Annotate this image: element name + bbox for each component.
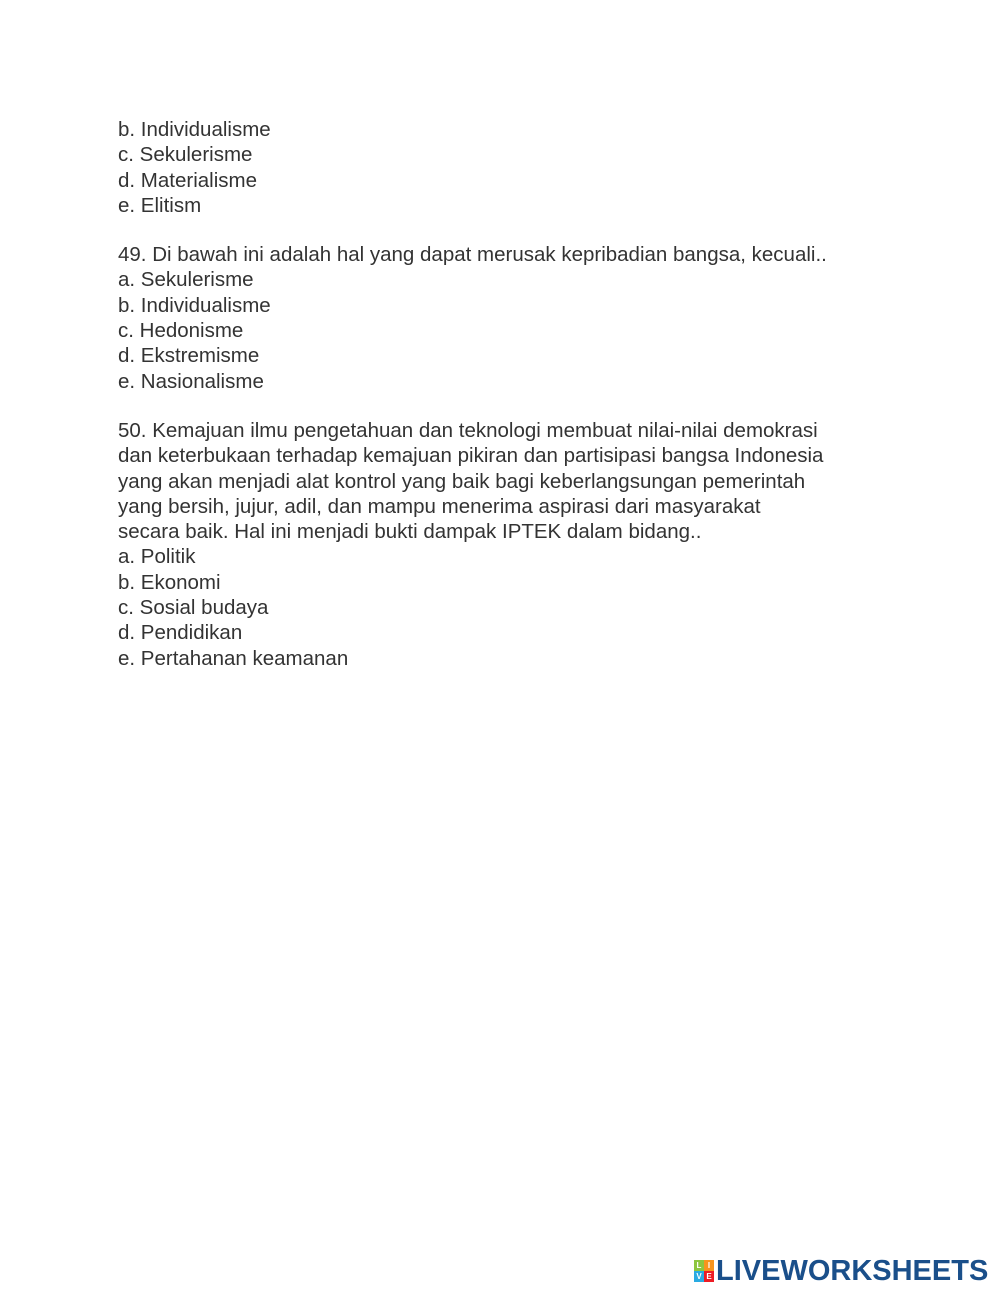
option-b: b. Ekonomi — [118, 570, 221, 594]
option-e: e. Elitism — [118, 193, 202, 217]
option-d: d. Materialisme — [118, 168, 257, 192]
option-c: c. Sosial budaya — [118, 596, 269, 620]
option-b: b. Individualisme — [118, 118, 271, 141]
question-text-line: secara baik. Hal ini menjadi bukti dampak IPTEK dalam bidang.. — [118, 520, 702, 544]
worksheet-content — [118, 117, 898, 671]
option-e: e. Pertahanan keamanan — [118, 646, 349, 670]
question-text-line: yang bersih, jujur, adil, dan mampu menerima aspirasi dari masyarakat — [118, 494, 761, 518]
option-a: a. Politik — [118, 545, 196, 569]
question-48-options — [118, 117, 898, 218]
option-d: d. Pendidikan — [118, 621, 243, 645]
question-text-line: dan keterbukaan terhadap kemajuan pikiran dan partisipasi bangsa Indonesia — [118, 444, 824, 468]
option-d: d. Ekstremisme — [118, 344, 260, 368]
logo-mark-letter: V — [694, 1271, 704, 1282]
question-text-line: yang akan menjadi alat kontrol yang baik bagi keberlangsungan pemerintah — [118, 469, 806, 493]
option-c: c. Sekulerisme — [118, 143, 253, 167]
question-50 — [118, 418, 898, 671]
logo-mark-letter: E — [704, 1271, 714, 1282]
logo-mark-letter: L — [694, 1260, 704, 1271]
logo-mark-icon — [694, 1260, 714, 1282]
option-b: b. Individualisme — [118, 293, 271, 317]
option-c: c. Hedonisme — [118, 319, 244, 343]
option-a: a. Sekulerisme — [118, 268, 254, 292]
liveworksheets-logo — [694, 1256, 988, 1286]
logo-mark-letter: I — [704, 1260, 714, 1271]
option-e: e. Nasionalisme — [118, 369, 264, 393]
logo-text: LIVEWORKSHEETS — [716, 1254, 989, 1287]
question-49 — [118, 242, 898, 394]
question-text: 49. Di bawah ini adalah hal yang dapat merusak kepribadian bangsa, kecuali.. — [118, 243, 827, 267]
question-text-line: 50. Kemajuan ilmu pengetahuan dan teknologi membuat nilai-nilai demokrasi — [118, 418, 818, 442]
